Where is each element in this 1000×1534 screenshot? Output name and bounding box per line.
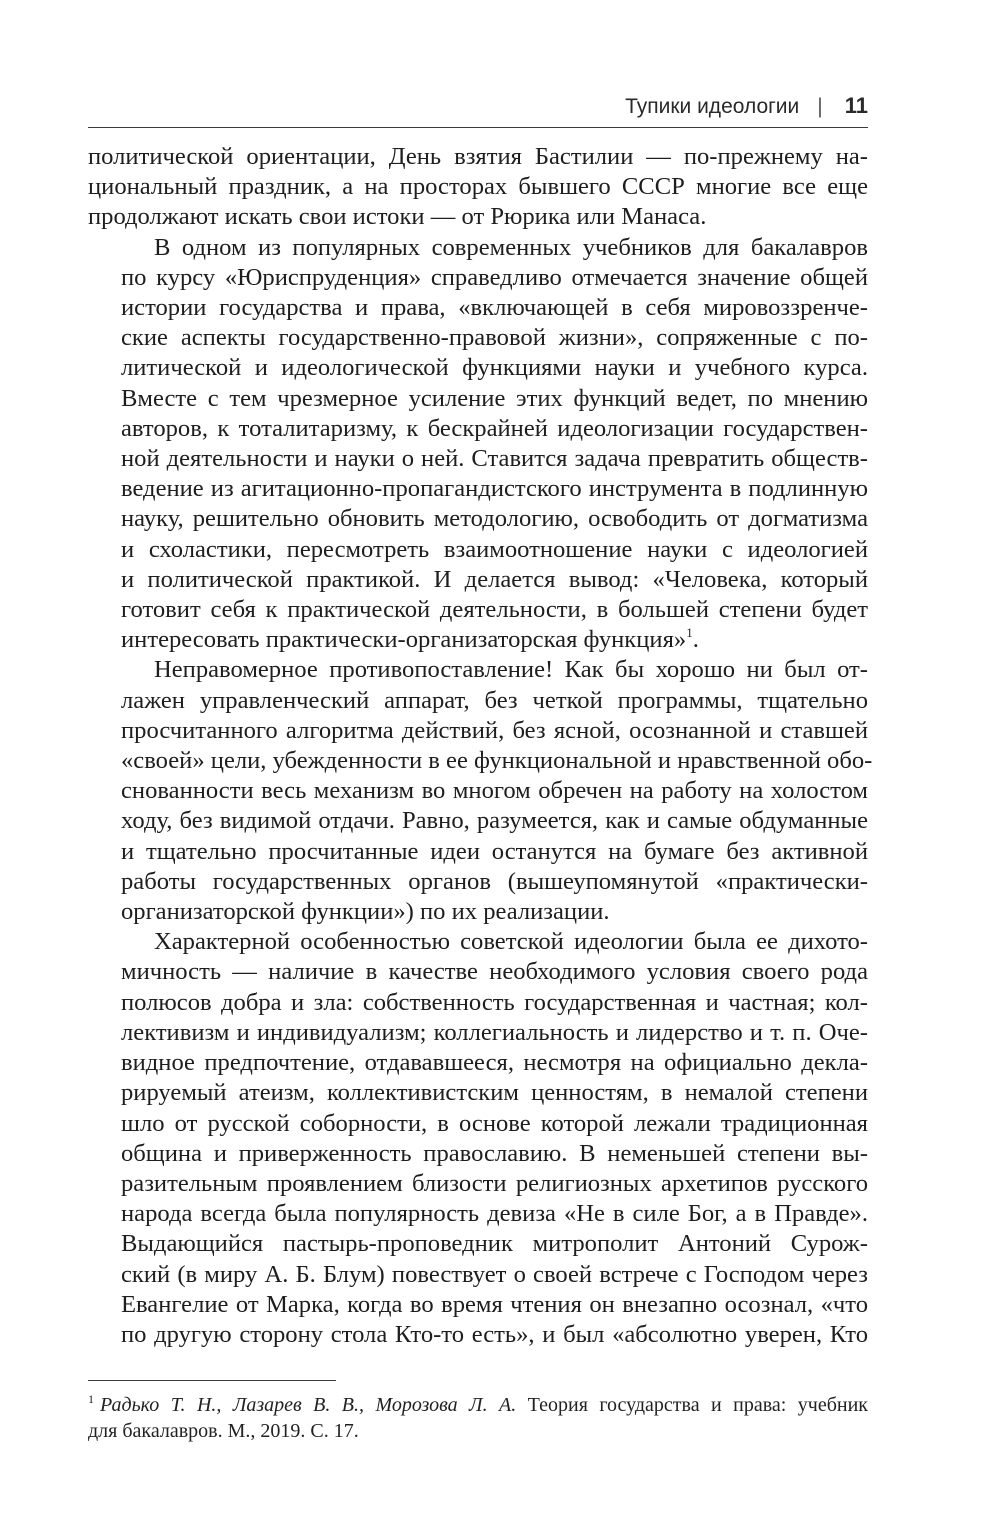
text-line: организаторской функции») по их реализации. <box>121 898 610 926</box>
text-line: Характерной особенностью советской идеологии была ее дихото- <box>154 928 868 956</box>
text-line: работы государственных органов (вышеупомянутой «практически- <box>121 867 868 895</box>
text-line: по другую сторону стола Кто-то есть», и был «абсолютно уверен, Кто <box>121 1320 868 1348</box>
footnote-rule <box>88 1380 336 1381</box>
text-line: ский (в миру А. Б. Блум) повествует о своей встрече с Господом через <box>121 1260 868 1288</box>
text-line: и тщательно просчитанные идеи останутся на бумаге без активной <box>121 837 868 865</box>
text-line: Вместе с тем чрезмерное усиление этих функций ведет, по мнению <box>121 384 868 412</box>
text-line: «своей» цели, убежденности в ее функциональной и нравственной обо- <box>121 747 873 775</box>
paragraph-4 <box>88 927 868 1350</box>
text-line: авторов, к тоталитаризму, к бескрайней идеологизации государствен- <box>121 414 868 442</box>
text-line: и политической практикой. И делается вывод: «Человека, который <box>121 565 868 593</box>
running-header <box>88 92 868 128</box>
text-line: политической ориентации, День взятия Бастилии — по-прежнему на- <box>88 143 868 170</box>
text-line: шло от русской соборности, в основе которой лежали традиционная <box>121 1109 868 1137</box>
text-line: истории государства и права, «включающей в себя мировоззренче- <box>121 294 868 322</box>
main-text <box>88 142 873 1350</box>
footnote-mark: 1 <box>88 1392 94 1406</box>
header-rule <box>88 127 868 128</box>
footnote-line-2: для бакалавров. М., 2019. С. 17. <box>88 1420 359 1442</box>
text-line: община и приверженность православию. В неменьшей степени вы- <box>121 1139 868 1167</box>
running-title: Тупики идеологии <box>625 95 800 118</box>
line-trailing-punctuation: . <box>692 626 699 654</box>
text-line: интересовать практически-организаторская функция» <box>121 626 687 654</box>
text-line: продолжают искать свои истоки — от Рюрика или Манаса. <box>88 203 707 231</box>
text-line: рируемый атеизм, коллективистским ценностям, в немалой степени <box>121 1079 868 1107</box>
footnote-authors: Радько Т. Н., Лазарев В. В., Морозова Л. А. <box>100 1394 517 1416</box>
text-line: видное предпочтение, отдававшееся, несмотря на официально декла- <box>121 1049 868 1077</box>
paragraph-1 <box>88 142 868 233</box>
text-line: лективизм и индивидуализм; коллегиальность и лидерство и т. п. Оче- <box>121 1018 868 1046</box>
text-line: лажен управленческий аппарат, без четкой программы, тщательно <box>121 686 868 714</box>
page-number: 11 <box>844 93 868 118</box>
footnote <box>88 1392 868 1444</box>
text-line: науку, решительно обновить методологию, освободить от догматизма <box>121 505 868 533</box>
text-line: и схоластики, пересмотреть взаимоотношение науки с идеологией <box>121 535 868 563</box>
text-line: ной деятельности и науки о ней. Ставится задача превратить обществ- <box>121 445 868 473</box>
footnote-line-1 <box>88 1392 868 1418</box>
text-line: мичность — наличие в качестве необходимого условия своего рода <box>121 958 868 986</box>
text-line: ведение из агитационно-пропагандистского инструмента в подлинную <box>121 475 868 503</box>
footnote-reference[interactable]: 1 <box>686 625 693 641</box>
text-line: ские аспекты государственно-правовой жизни», сопряженные с по- <box>121 324 868 352</box>
text-line: готовит себя к практической деятельности, в большей степени будет <box>121 596 868 624</box>
text-line-with-footnote <box>88 625 868 655</box>
text-line: снованности весь механизм во многом обречен на работу на холостом <box>121 777 868 805</box>
text-line: разительным проявлением близости религиозных архетипов русского <box>121 1169 868 1197</box>
paragraph-2 <box>88 233 868 656</box>
text-line: Неправомерное противопоставление! Как бы хорошо ни был от- <box>154 656 868 684</box>
text-line: Выдающийся пастырь-проповедник митрополит Антоний Сурож- <box>121 1230 868 1258</box>
text-line: полюсов добра и зла: собственность государственная и частная; кол- <box>121 988 868 1016</box>
text-line: В одном из популярных современных учебников для бакалавров <box>154 233 868 261</box>
text-line: просчитанного алгоритма действий, без ясной, осознанной и ставшей <box>121 716 868 744</box>
text-line: литической и идеологической функциями науки и учебного курса. <box>121 354 868 382</box>
text-line: циональный праздник, а на просторах бывшего СССР многие все еще <box>88 173 868 201</box>
text-line: народа всегда была популярность девиза «Не в силе Бог, а в Правде». <box>121 1200 868 1228</box>
text-line: по курсу «Юриспруденция» справедливо отмечается значение общей <box>121 263 868 291</box>
text-line: ходу, без видимой отдачи. Равно, разумеется, как и самые обдуманные <box>121 807 868 835</box>
paragraph-3 <box>88 655 873 927</box>
header-separator: | <box>817 95 823 118</box>
text-line: Евангелие от Марка, когда во время чтения он внезапно осознал, «что <box>121 1290 868 1318</box>
footnote-title: Теория государства и права: учебник <box>516 1394 869 1416</box>
